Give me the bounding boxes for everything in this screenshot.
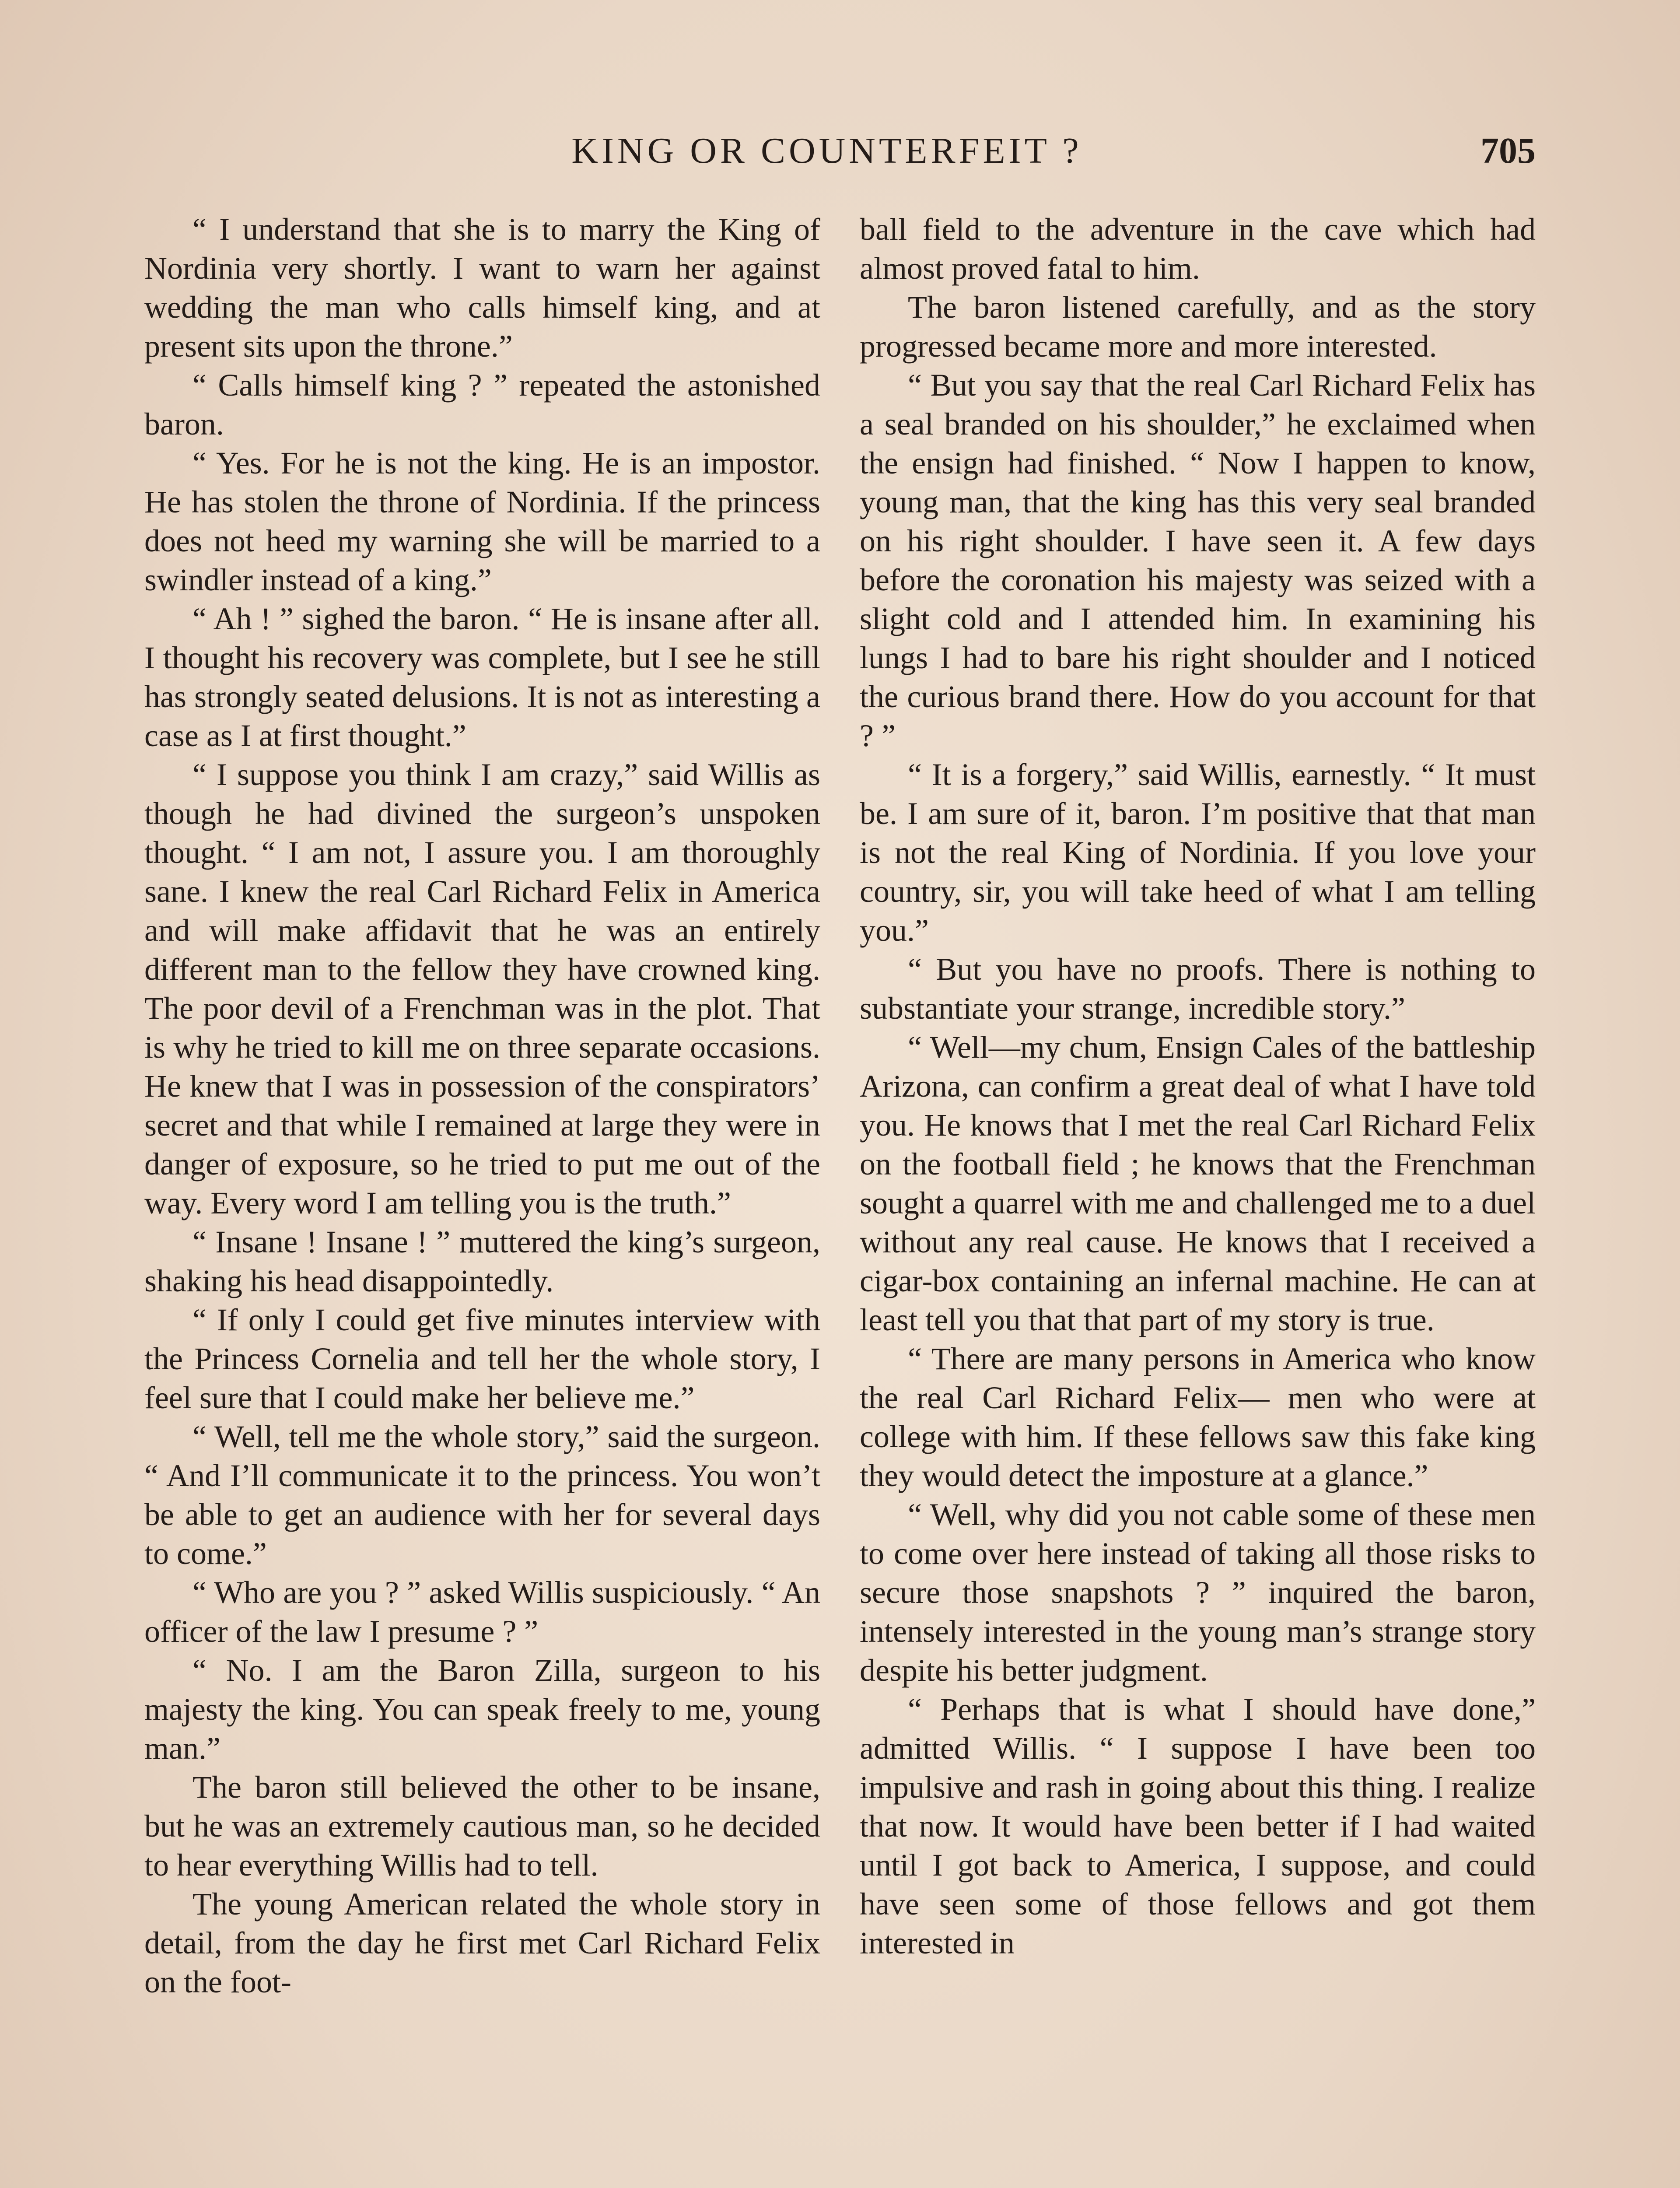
running-title: KING OR COUNTERFEIT ? — [571, 130, 1082, 171]
paragraph: “ But you have no proofs. There is nothing to substantiate your strange, incredible story.” — [860, 952, 1536, 1026]
paragraph: “ Well, tell me the whole story,” said the surgeon. “ And I’ll communicate it to the princess. You won’t be able to get an audience with her for several days to come.” — [144, 1419, 820, 1571]
paragraph: The young American related the whole story in detail, from the day he first met Carl Richard Felix on the foot- — [144, 1886, 820, 1999]
paragraph: “ But you say that the real Carl Richard Felix has a seal branded on his shoulder,” he exclaimed when the ensign had finished. “ Now I happen to know, young man, that the king has this very seal branded on his right shoulder. I have seen it. A few days before the coronation his majesty was seized with a slight cold and I attended him. In examining his lungs I had to bare his right shoulder and I noticed the curious brand there. How do you account for that ? ” — [860, 368, 1536, 753]
paragraph: “ Well, why did you not cable some of these men to come over here instead of taking all those risks to secure those snapshots ? ” inquired the baron, intensely interested in the young man’s strange story despite his better judgment. — [860, 1497, 1536, 1688]
paragraph: “ I suppose you think I am crazy,” said Willis as though he had divined the surgeon’s unspoken thought. “ I am not, I assure you. I am thoroughly sane. I knew the real Carl Richard Felix in America and will make affidavit that he was an entirely different man to the fellow they have crowned king. The poor devil of a Frenchman was in the plot. That is why he tried to kill me on three separate occasions. He knew that I was in possession of the conspirators’ secret and that while I remained at large they were in danger of exposure, so he tried to put me out of the way. Every word I am telling you is the truth.” — [144, 757, 820, 1220]
paragraph: “ It is a forgery,” said Willis, earnestly. “ It must be. I am sure of it, baron. I’m positive that that man is not the real King of Nordinia. If you love your country, sir, you will take heed of what I am telling you.” — [860, 757, 1536, 948]
paragraph: “ Insane ! Insane ! ” muttered the king’s surgeon, shaking his head disappointedly. — [144, 1224, 820, 1298]
paragraph: ball field to the adventure in the cave which had almost proved fatal to him. — [860, 212, 1536, 286]
paragraph: The baron listened carefully, and as the story progressed became more and more interested. — [860, 290, 1536, 364]
paragraph: “ There are many persons in America who know the real Carl Richard Felix— men who were at college with him. If these fellows saw this fake king they would detect the imposture at a glance.” — [860, 1341, 1536, 1493]
paragraph: “ Well—my chum, Ensign Cales of the battleship Arizona, can confirm a great deal of what I have told you. He knows that I met the real Carl Richard Felix on the football field ; he knows that the Frenchman sought a quarrel with me and challenged me to a duel without any real cause. He knows that I received a cigar-box containing an infernal machine. He can at least tell you that that part of my story is true. — [860, 1030, 1536, 1337]
page-header — [144, 127, 1536, 175]
paragraph: “ Calls himself king ? ” repeated the astonished baron. — [144, 368, 820, 442]
paragraph: “ Ah ! ” sighed the baron. “ He is insane after all. I thought his recovery was complete, but I see he still has strongly seated delusions. It is not as interesting a case as I at first thought.” — [144, 601, 820, 753]
paragraph: “ Perhaps that is what I should have done,” admitted Willis. “ I suppose I have been too impulsive and rash in going about this thing. I realize that now. It would have been better if I had waited until I got back to America, I suppose, and could have seen some of those fellows and got them interested in — [860, 1692, 1536, 1960]
left-column — [144, 210, 820, 2188]
right-column — [860, 210, 1536, 2188]
paragraph: “ I understand that she is to marry the King of Nordinia very shortly. I want to warn her against wedding the man who calls himself king, and at present sits upon the throne.” — [144, 212, 820, 364]
paragraph: “ Who are you ? ” asked Willis suspiciously. “ An officer of the law I presume ? ” — [144, 1575, 820, 1649]
paragraph: The baron still believed the other to be insane, but he was an extremely cautious man, so he decided to hear everything Willis had to tell. — [144, 1770, 820, 1883]
paragraph: “ If only I could get five minutes interview with the Princess Cornelia and tell her the whole story, I feel sure that I could make her believe me.” — [144, 1302, 820, 1415]
paragraph: “ No. I am the Baron Zilla, surgeon to his majesty the king. You can speak freely to me, young man.” — [144, 1653, 820, 1766]
page-number: 705 — [1480, 130, 1536, 171]
text-columns — [144, 210, 1536, 2188]
paragraph: “ Yes. For he is not the king. He is an impostor. He has stolen the throne of Nordinia. If the princess does not heed my warning she will be married to a swindler instead of a king.” — [144, 445, 820, 597]
